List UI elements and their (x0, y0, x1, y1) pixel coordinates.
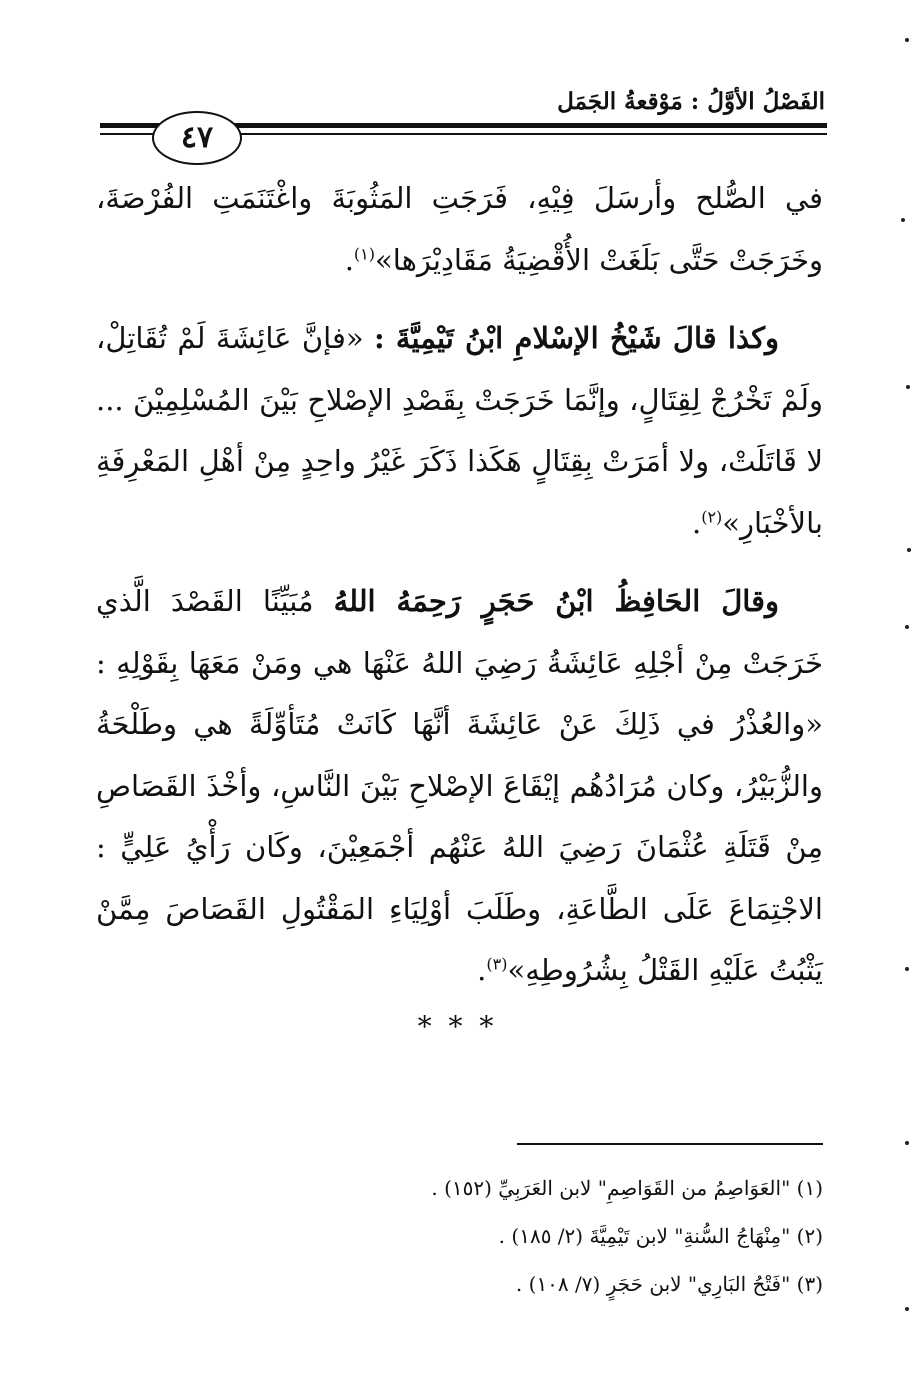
scan-speck (905, 1307, 909, 1311)
footnote-ref-3: (٣) (486, 954, 508, 974)
section-separator: * * * (417, 1010, 498, 1043)
main-text (96, 168, 823, 1002)
paragraph-2-tail: . (691, 505, 702, 540)
paragraph-3-text: مُبَيِّنًا القَصْدَ الَّذي خَرَجَتْ مِنْ أجْلِهِ عَائِشَةُ رَضِيَ اللهُ عَنْهَا هي ومَنْ مَعَهَا بِقَوْلِهِ : «والعُذْرُ في ذَلِكَ عَنْ عَائِشَةَ أنَّهَا كَانَتْ مُتَأوِّلَةً هي وطَلْحَةُ والزُّبَيْرُ، وكان مُرَادُهُم إيْقَاعَ الإصْلاحِ بَيْنَ النَّاسِ، وأخْذَ القَصَاصِ مِنْ قَتَلَةِ عُثْمَانَ رَضِيَ اللهُ عَنْهُم أجْمَعِيْنَ، وكَان رَأْيُ عَلِيٍّ : الاجْتِمَاعَ عَلَى الطَّاعَةِ، وطَلَبَ أوْلِيَاءِ المَقْتُولِ القَصَاصَ مِمَّنْ يَثْبُتُ عَلَيْهِ القَتْلُ بِشُرُوطِهِ» (96, 584, 823, 987)
paragraph-3 (96, 571, 823, 1002)
paragraph-1-text: في الصُّلح وأرسَلَ فِيْهِ، فَرَجَتِ المَثُوبَةَ واغْتَنَمَتِ الفُرْصَةَ، وخَرَجَتْ حَتَّى بَلَغَتْ الأُقْضِيَةُ مَقَادِيْرَها» (96, 181, 823, 277)
footnote-2: (٢) "مِنْهَاجُ السُّنةِ" لابن تَيْمِيَّةَ (٢/ ١٨٥) . (498, 1224, 823, 1248)
scan-speck (906, 385, 910, 389)
footnote-3: (٣) "فَتْحُ البَارِي" لابن حَجَرٍ (٧/ ١٠٨) . (515, 1272, 823, 1296)
paragraph-1 (96, 168, 823, 291)
paragraph-2-text: «فإنَّ عَائِشَةَ لَمْ تُقَاتِلْ، ولَمْ تَخْرُجْ لِقِتَالٍ، وإنَّمَا خَرَجَتْ بِقَصْدِ الإصْلاحِ بَيْنَ المُسْلِمِيْنَ ... لا قَاتَلَتْ، ولا أمَرَتْ بِقِتَالٍ هَكَذا ذَكَرَ غَيْرُ واحِدٍ مِنْ أهْلِ المَعْرِفَةِ بالأخْبَارِ» (96, 321, 823, 540)
footnote-ref-2: (٢) (701, 506, 723, 526)
footnote-ref-1: (١) (353, 243, 375, 263)
paragraph-3-lead: وقالَ الحَافِظُ ابْنُ حَجَرٍ رَحِمَهُ اللهُ (333, 584, 780, 618)
page-number: ٤٧ (152, 111, 242, 165)
scan-speck (905, 38, 909, 42)
scan-speck (905, 967, 909, 971)
footnotes (100, 1164, 823, 1308)
footnote-1: (١) "العَوَاصِمُ من القَوَاصِمِ" لابن العَرَبِيِّ (١٥٢) . (431, 1176, 823, 1200)
paragraph-3-tail: . (477, 953, 487, 987)
scan-speck (905, 625, 909, 629)
running-head: الفَصْلُ الأوَّلُ : مَوْقعةُ الجَمَل (557, 88, 825, 115)
paragraph-2 (96, 308, 823, 554)
scan-speck (901, 218, 905, 222)
scan-speck (905, 1141, 909, 1145)
footnote-rule (517, 1143, 823, 1145)
paragraph-2-lead: وكذا قالَ شَيْخُ الإسْلامِ ابْنُ تَيْمِيَّةَ : (373, 321, 779, 355)
paragraph-1-tail: . (344, 242, 354, 277)
scan-speck (907, 548, 911, 552)
